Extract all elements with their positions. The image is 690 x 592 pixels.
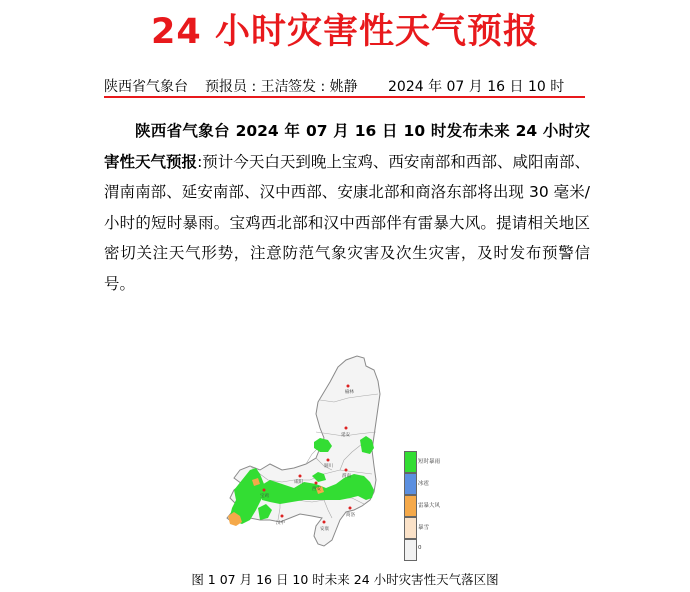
legend-label: 暴雪: [418, 525, 430, 531]
legend-label: 冰雹: [418, 481, 430, 487]
header-rule: [104, 96, 585, 98]
signer: 签发 : 姚静: [288, 79, 358, 95]
city-marker-weinan: [345, 469, 348, 472]
city-marker-xian: [315, 482, 318, 485]
forecast-details: :预计今天白天到晚上宝鸡、西安南部和西部、咸阳南部、渭南南部、延安南部、汉中西部、安康北部和商洛东部将出现 30 毫米/小时的短时暴雨。宝鸡西北部和汉中西部伴有雷暴大风。提请相关地区密切关注天气形势，注意防范气象灾害及次生灾害，及时发布预警信号。: [104, 152, 590, 293]
city-label-yanan: 延安: [341, 433, 350, 438]
city-marker-yulin: [347, 385, 350, 388]
city-label-yulin: 榆林: [345, 390, 354, 395]
legend-swatch-rain: [404, 451, 417, 473]
legend-item: [404, 495, 444, 517]
city-label-xian: 西安: [312, 487, 321, 492]
city-label-weinan: 渭南: [342, 474, 351, 479]
legend-label: 0: [418, 545, 422, 551]
legend-item: [404, 451, 444, 473]
forecaster: 预报员 : 王洁: [205, 79, 289, 95]
city-label-xianyang: 咸阳: [294, 480, 303, 485]
city-label-shangluo: 商洛: [346, 513, 355, 518]
city-label-baoji: 宝鸡: [260, 494, 269, 499]
city-marker-xianyang: [299, 475, 302, 478]
page-title: 24 小时灾害性天气预报: [151, 12, 539, 52]
legend-swatch-hail: [404, 473, 417, 495]
city-marker-shangluo: [349, 507, 352, 510]
city-marker-tongchuan: [327, 459, 330, 462]
forecast-lead: 陕西省气象台 2024 年 07 月 16 日 10 时发布未来 24 小时灾害性天气预报: [104, 122, 590, 171]
header-line: [104, 76, 584, 98]
figure-caption: 图 1 07 月 16 日 10 时未来 24 小时灾害性天气落区图: [191, 572, 499, 587]
legend-swatch-wind: [404, 495, 417, 517]
city-marker-hanzhong: [281, 515, 284, 518]
map-legend: [404, 451, 444, 555]
legend-swatch-snow: [404, 517, 417, 539]
legend-item: [404, 473, 444, 495]
legend-item: [404, 517, 444, 539]
city-label-ankang: 安康: [320, 527, 329, 532]
city-marker-yanan: [345, 427, 348, 430]
city-marker-ankang: [323, 521, 326, 524]
legend-item: [404, 539, 444, 561]
forecast-body: [104, 116, 590, 299]
city-label-hanzhong: 汉中: [276, 521, 285, 526]
issue-date: 2024 年 07 月 16 日 10 时: [388, 79, 565, 95]
legend-label: 雷暴大风: [418, 503, 441, 509]
city-label-tongchuan: 铜川: [324, 464, 333, 469]
legend-label: 短时暴雨: [418, 459, 441, 465]
issuer: 陕西省气象台: [104, 79, 188, 95]
legend-swatch-none: [404, 539, 417, 561]
city-marker-baoji: [263, 489, 266, 492]
